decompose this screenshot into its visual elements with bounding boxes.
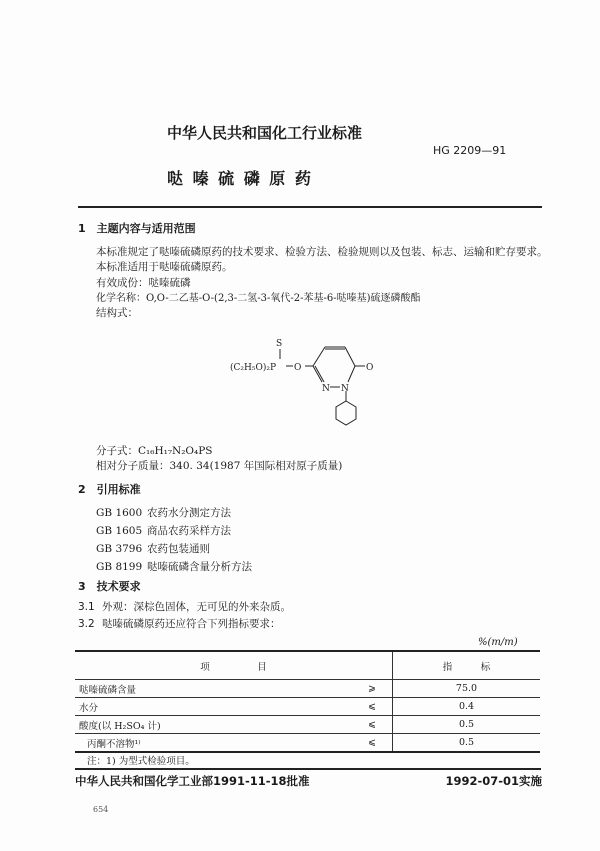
row-item: 水分	[75, 698, 364, 716]
body-line: 本标准规定了哒嗪硫磷原药的技术要求、检验方法、检验规则以及包装、标志、运输和贮存要求。	[96, 246, 548, 258]
formula-value: C₁₆H₁₇N₂O₄PS	[138, 445, 213, 457]
body-line: 有效成份：哒嗪硫磷	[96, 277, 191, 289]
molecular-formula	[96, 445, 213, 458]
footer-rule	[75, 768, 541, 770]
ref-name: 农药包装通则	[147, 543, 210, 555]
table-row	[75, 680, 540, 698]
row-operator: ⩾	[364, 680, 393, 698]
ref-code: GB 3796	[96, 543, 143, 555]
row-operator: ⩽	[364, 734, 393, 753]
nitrogen-atom: N	[341, 384, 349, 394]
table-row	[75, 734, 540, 753]
molecular-mass: 相对分子质量：340. 34(1987 年国际相对原子质量)	[96, 460, 343, 472]
clause-3-2	[78, 618, 281, 631]
page-number: 654	[93, 805, 109, 814]
row-value: 0.4	[393, 698, 541, 716]
row-value: 75.0	[393, 680, 541, 698]
specification-table	[75, 650, 540, 753]
row-item: 丙酮不溶物¹⁾	[75, 734, 364, 753]
ref-code: GB 1605	[96, 525, 143, 537]
body-line: 结构式：	[96, 307, 138, 319]
ref-name: 哒嗪硫磷含量分析方法	[147, 561, 252, 573]
header-rule	[78, 206, 542, 208]
body-line: 化学名称：O,O-二乙基-O-(2,3-二氢-3-氧代-2-苯基-6-哒嗪基)硫逐磷酸酯	[96, 293, 421, 304]
standard-code: HG 2209—91	[433, 144, 507, 157]
section-2-heading: 2 引用标准	[78, 483, 141, 496]
ref-code: GB 8199	[96, 561, 143, 573]
phosphate-group: (C₂H₅O)₂P	[230, 363, 277, 373]
effective-date: 1992-07-01实施	[445, 774, 542, 788]
section-3-heading: 3 技术要求	[78, 580, 141, 593]
row-operator: ⩽	[364, 716, 393, 734]
document-title: 哒 嗪 硫 磷 原 药	[167, 169, 313, 188]
clause-3-1	[78, 601, 291, 614]
row-value: 0.5	[393, 716, 541, 734]
row-item: 酸度(以 H₂SO₄ 计)	[75, 716, 364, 734]
formula-label: 分子式：	[96, 445, 138, 457]
clause-text: 哒嗪硫磷原药还应符合下列指标要求：	[102, 618, 281, 630]
table-row	[75, 716, 540, 734]
ref-code: GB 1600	[96, 507, 143, 519]
nitrogen-atom: N	[322, 384, 330, 394]
oxygen-atom: O	[294, 363, 302, 373]
column-header-value: 指 标	[393, 651, 541, 680]
body-line: 本标准适用于哒嗪硫磷原药。	[96, 261, 233, 273]
clause-text: 外观：深棕色固体，无可见的外来杂质。	[102, 601, 291, 613]
approval-date: 中华人民共和国化学工业部1991-11-18批准	[75, 774, 310, 788]
row-value: 0.5	[393, 734, 541, 753]
row-operator: ⩽	[364, 698, 393, 716]
column-header-item: 项 目	[75, 651, 393, 680]
clause-number: 3.1	[78, 601, 95, 613]
ref-name: 商品农药采样方法	[147, 525, 231, 537]
structural-formula	[230, 335, 430, 435]
issuing-org: 中华人民共和国化工行业标准	[167, 124, 363, 142]
table-row	[75, 698, 540, 716]
section-1-heading: 1 主题内容与适用范围	[78, 222, 196, 235]
clause-number: 3.2	[78, 618, 95, 630]
table-note: 注：1) 为型式检验项目。	[87, 756, 195, 767]
ref-name: 农药水分测定方法	[147, 507, 231, 519]
carbonyl-oxygen: O	[366, 363, 374, 373]
row-item: 哒嗪硫磷含量	[75, 680, 364, 698]
unit-label: %(m/m)	[478, 637, 518, 648]
sulfur-atom: S	[276, 339, 283, 349]
